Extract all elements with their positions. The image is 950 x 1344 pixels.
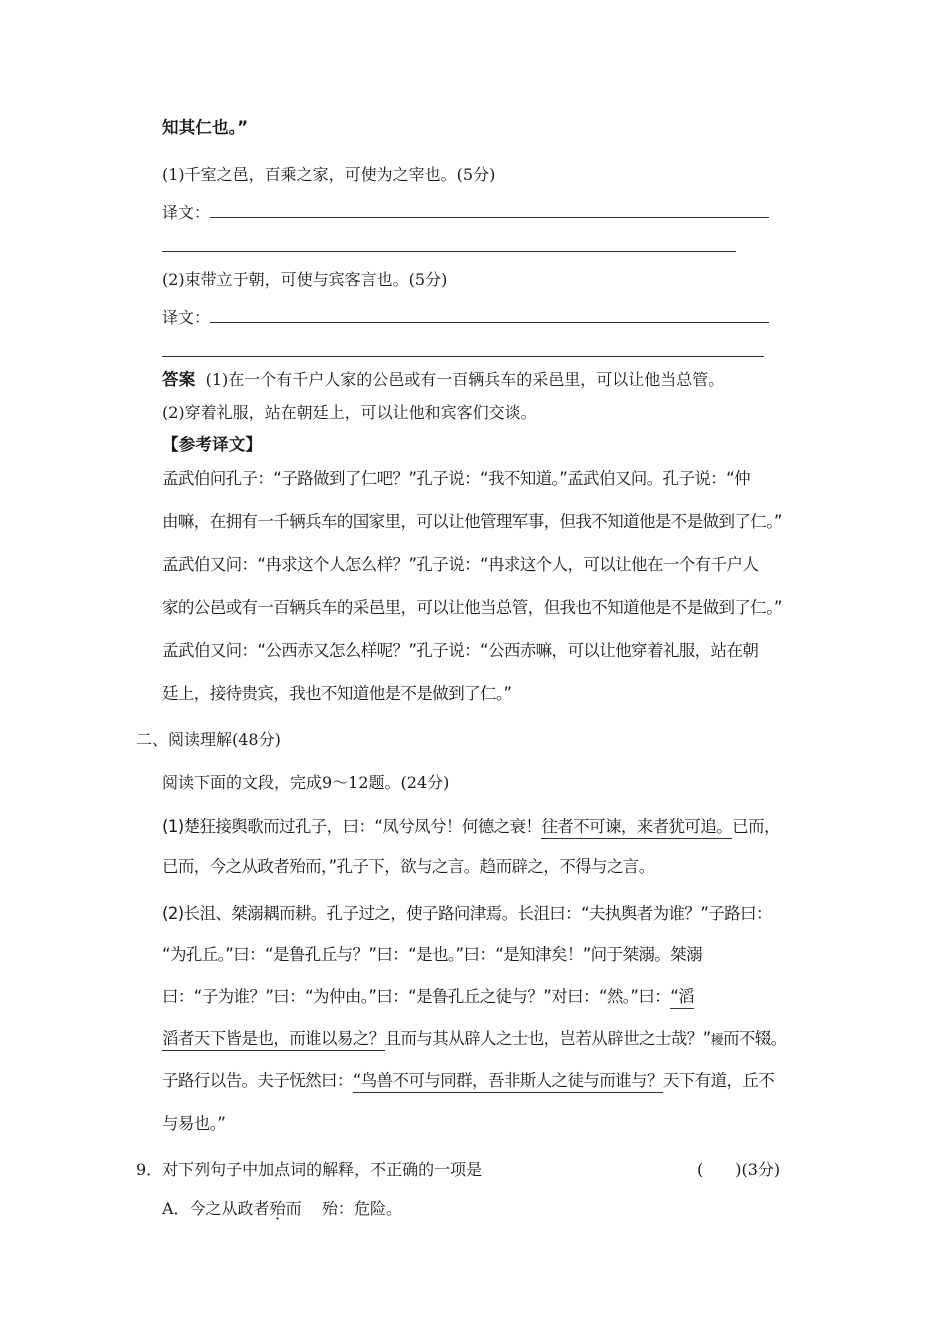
underlined-sentence: “滔 [670,987,694,1009]
section-heading: 二、阅读理解(48分) [136,730,281,749]
translation-label: 译文： [162,203,211,222]
passage-2-line: (2)长沮、桀溺耦而耕。孔子过之，使子路问津焉。长沮曰：“夫执舆者为谁？”子路曰： [162,904,772,923]
reference-line: 孟武伯又问：“公西赤又怎么样呢？”孔子说：“公西赤嘛，可以让他穿着礼服，站在朝 [162,641,759,660]
reference-line: 孟武伯问孔子：“子路做到了仁吧？”孔子说：“我不知道。”孟武伯又问。孔子说：“仲 [162,469,750,488]
intro-line: 知其仁也。” [162,118,249,137]
answer-line-1 [162,370,724,390]
passage-2-line: 子路行以告。夫子怃然曰：“鸟兽不可与同群，吾非斯人之徒与而谁与？天下有道，丘不 [162,1071,774,1091]
reference-line: 家的公邑或有一百辆兵车的采邑里，可以让他当总管，但我也不知道他是不是做到了仁。” [162,598,782,617]
passage-2-line: 曰：“子为谁？”曰：“为仲由。”曰：“是鲁孔丘之徒与？”对曰：“然。”曰：“滔 [162,987,694,1007]
question-9: 9．对下列句子中加点词的解释，不正确的一项是 [136,1160,483,1179]
option-a: A．今之从政者殆而 殆：危险。 [162,1199,402,1218]
section-instruction: 阅读下面的文段，完成9～12题。(24分) [162,773,450,792]
passage-2-line: “为孔丘。”曰：“是鲁孔丘与？”曰：“是也。”曰：“是知津矣！”问于桀溺。桀溺 [162,945,702,964]
underlined-sentence: 往者不可谏，来者犹可追。 [541,817,732,839]
answer-line-2: (2)穿着礼服，站在朝廷上，可以让他和宾客们交谈。 [162,403,537,422]
underlined-sentence: “鸟兽不可与同群，吾非斯人之徒与而谁与？ [353,1071,663,1093]
reference-heading: 【参考译文】 [162,435,263,454]
translation-input-1a[interactable] [210,203,769,218]
answer-label: 答案 [162,370,196,389]
translation-label: 译文： [162,308,211,327]
passage-1-line-2: 已而，今之从政者殆而，”孔子下，欲与之言。趋而辟之，不得与之言。 [162,857,655,876]
passage-2-line: 滔者天下皆是也，而谁以易之？且而与其从辟人之士也，岂若从辟世之士哉？”耰而不辍。 [162,1029,787,1051]
underlined-sentence: 滔者天下皆是也，而谁以易之？ [162,1029,385,1051]
translation-line-1 [162,203,769,223]
translation-input-2a[interactable] [210,308,769,323]
translation-input-2b[interactable] [162,356,764,357]
reference-line: 由嘛，在拥有一千辆兵车的国家里，可以让他管理军事，但我不知道他是不是做到了仁。” [162,512,782,531]
question-1: (1)千室之邑，百乘之家，可使为之宰也。(5分) [162,165,496,184]
answer-text-1: (1)在一个有千户人家的公邑或有一百辆兵车的采邑里，可以让他当总管。 [205,370,725,389]
reference-line: 孟武伯又问：“冉求这个人怎么样？”孔子说：“冉求这个人，可以让他在一个有千户人 [162,555,759,574]
passage-2-line: 与易也。” [162,1114,226,1133]
passage-1-line-1: (1)楚狂接舆歌而过孔子，曰：“凤兮凤兮！何德之衰！往者不可谏，来者犹可追。已而， [162,817,780,837]
translation-input-1b[interactable] [162,251,736,252]
dotted-word: 殆 [269,1199,286,1218]
reference-line: 廷上，接待贵宾，我也不知道他是不是做到了仁。” [162,684,512,703]
answer-blank[interactable]: ( )(3分) [697,1160,781,1179]
translation-line-2 [162,308,769,328]
question-2: (2)束带立于朝，可使与宾客言也。(5分) [162,270,448,289]
